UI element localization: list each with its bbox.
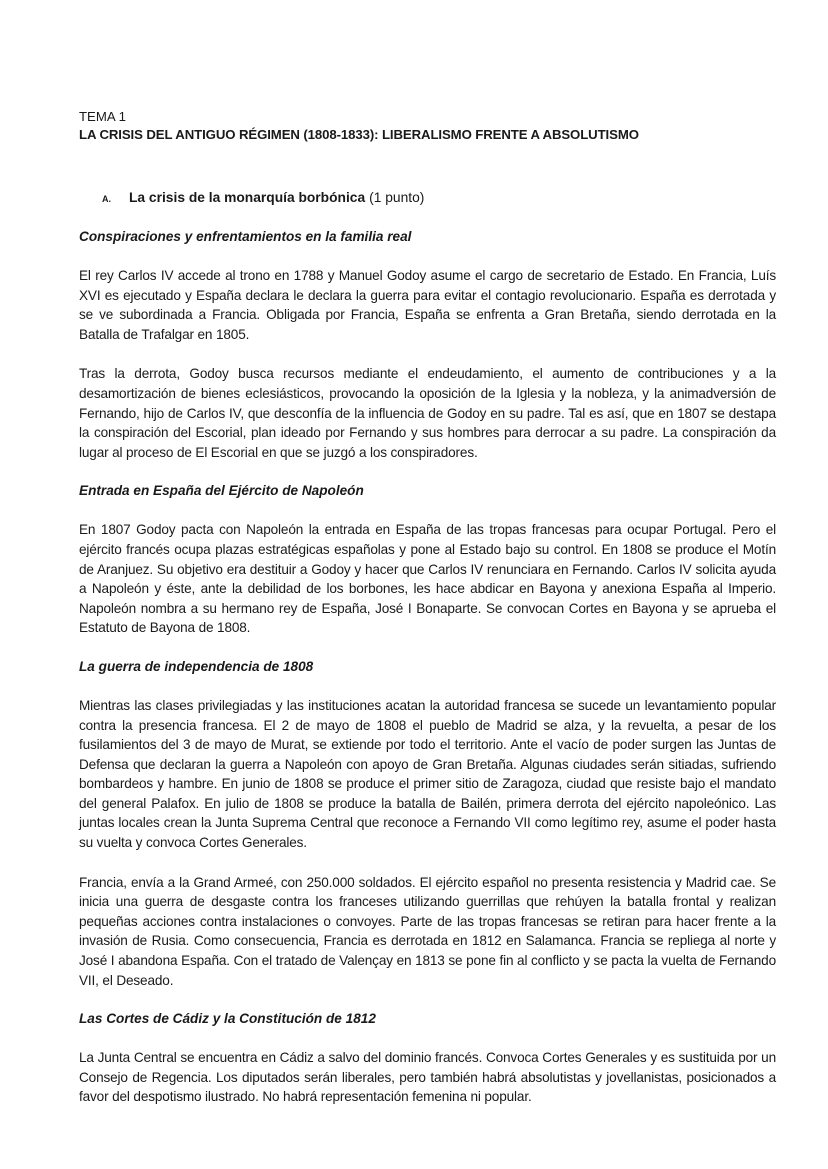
section-title: La crisis de la monarquía borbónica [129, 190, 366, 205]
document-title: LA CRISIS DEL ANTIGUO RÉGIMEN (1808-1833): LIBERALISMO FRENTE A ABSOLUTISMO [79, 127, 639, 142]
subsection-heading: La guerra de independencia de 1808 [79, 658, 314, 674]
paragraph: Francia, envía a la Grand Armeé, con 250.000 soldados. El ejército español no presenta resistencia y Madrid cae. Se inicia una guerra de desgaste contra los franceses utilizando guerrillas que rehúyen la batalla frontal y realizan pequeñas acciones contra instalaciones o convoyes. Parte de las tropas francesas se retiran para hacer frente a la invasión de Rusia. Como consecuencia, Francia es derrotada en 1812 en Salamanca. Francia se repliega al norte y José I abandona España. Con el tratado de Valençay en 1813 se pone fin al conflicto y se pacta la vuelta de Fernando VII, el Deseado. [79, 874, 776, 988]
paragraph: Mientras las clases privilegiadas y las instituciones acatan la autoridad francesa se sucede un levantamiento popular contra la presencia francesa. El 2 de mayo de 1808 el pueblo de Madrid se alza, y la revuelta, a pesar de los fusilamientos del 3 de mayo de Murat, se extiende por todo el territorio. Ante el vacío de poder surgen las Juntas de Defensa que declaran la guerra a Napoleón con apoyo de Gran Bretaña. Algunas ciudades serán sitiadas, sufriendo bombardeos y hambre. En junio de 1808 se produce el primer sitio de Zaragoza, ciudad que resiste bajo el mandato del general Palafox. En julio de 1808 se produce la batalla de Bailén, primera derrota del ejército napoleónico. Las juntas locales crean la Junta Suprema Central que reconoce a Fernando VII como legítimo rey, asume el poder hasta su vuelta y convoca Cortes Generales. [79, 697, 776, 851]
section-points-note: (1 punto) [369, 190, 425, 205]
document-page [79, 108, 776, 1107]
subsection-heading: Entrada en España del Ejército de Napoleón [79, 483, 364, 499]
paragraph: En 1807 Godoy pacta con Napoleón la entrada en España de las tropas francesas para ocupar Portugal. Pero el ejército francés ocupa plazas estratégicas españolas y pone al Estado bajo su control. En 1808 se produce el Motín de Aranjuez. Su objetivo era destituir a Godoy y hacer que Carlos IV renunciara en Fernando. Carlos IV solicita ayuda a Napoleón y éste, ante la debilidad de los borbones, les hace abdicar en Bayona y anexiona España al Imperio. Napoleón nombra a su hermano rey de España, José I Bonaparte. Se convocan Cortes en Bayona y se aprueba el Estatuto de Bayona de 1808. [79, 522, 776, 636]
subsection-heading: Conspiraciones y enfrentamientos en la familia real [79, 229, 412, 244]
paragraph: El rey Carlos IV accede al trono en 1788 y Manuel Godoy asume el cargo de secretario de Estado. En Francia, Luís XVI es ejecutado y España declara le declara la guerra para evitar el contagio revolucionario. España es derrotada y se ve subordinada a Francia. Obligada por Francia, España se enfrenta a Gran Bretaña, siendo derrotada en la Batalla de Trafalgar en 1805. [79, 268, 776, 342]
topic-label: TEMA 1 [79, 109, 126, 124]
subsection-heading: Las Cortes de Cádiz y la Constitución de 1812 [79, 1011, 376, 1027]
paragraph: Tras la derrota, Godoy busca recursos mediante el endeudamiento, el aumento de contribuciones y a la desamortización de bienes eclesiásticos, provocando la oposición de la Iglesia y la nobleza, y la animadversión de Fernando, hijo de Carlos IV, que desconfía de la influencia de Godoy en su padre. Tal es así, que en 1807 se destapa la conspiración del Escorial, plan ideado por Fernando y sus hombres para derrocar a su padre. La conspiración da lugar al proceso de El Escorial en que se juzgó a los conspiradores. [79, 366, 776, 460]
section-heading [102, 189, 776, 208]
paragraph: La Junta Central se encuentra en Cádiz a salvo del dominio francés. Convoca Cortes Generales y es sustituida por un Consejo de Regencia. Los diputados serán liberales, pero también habrá absolutistas y jovellanistas, posicionados a favor del despotismo ilustrado. No habrá representación femenina ni popular. [79, 1050, 776, 1105]
section-letter: A. [102, 194, 111, 204]
